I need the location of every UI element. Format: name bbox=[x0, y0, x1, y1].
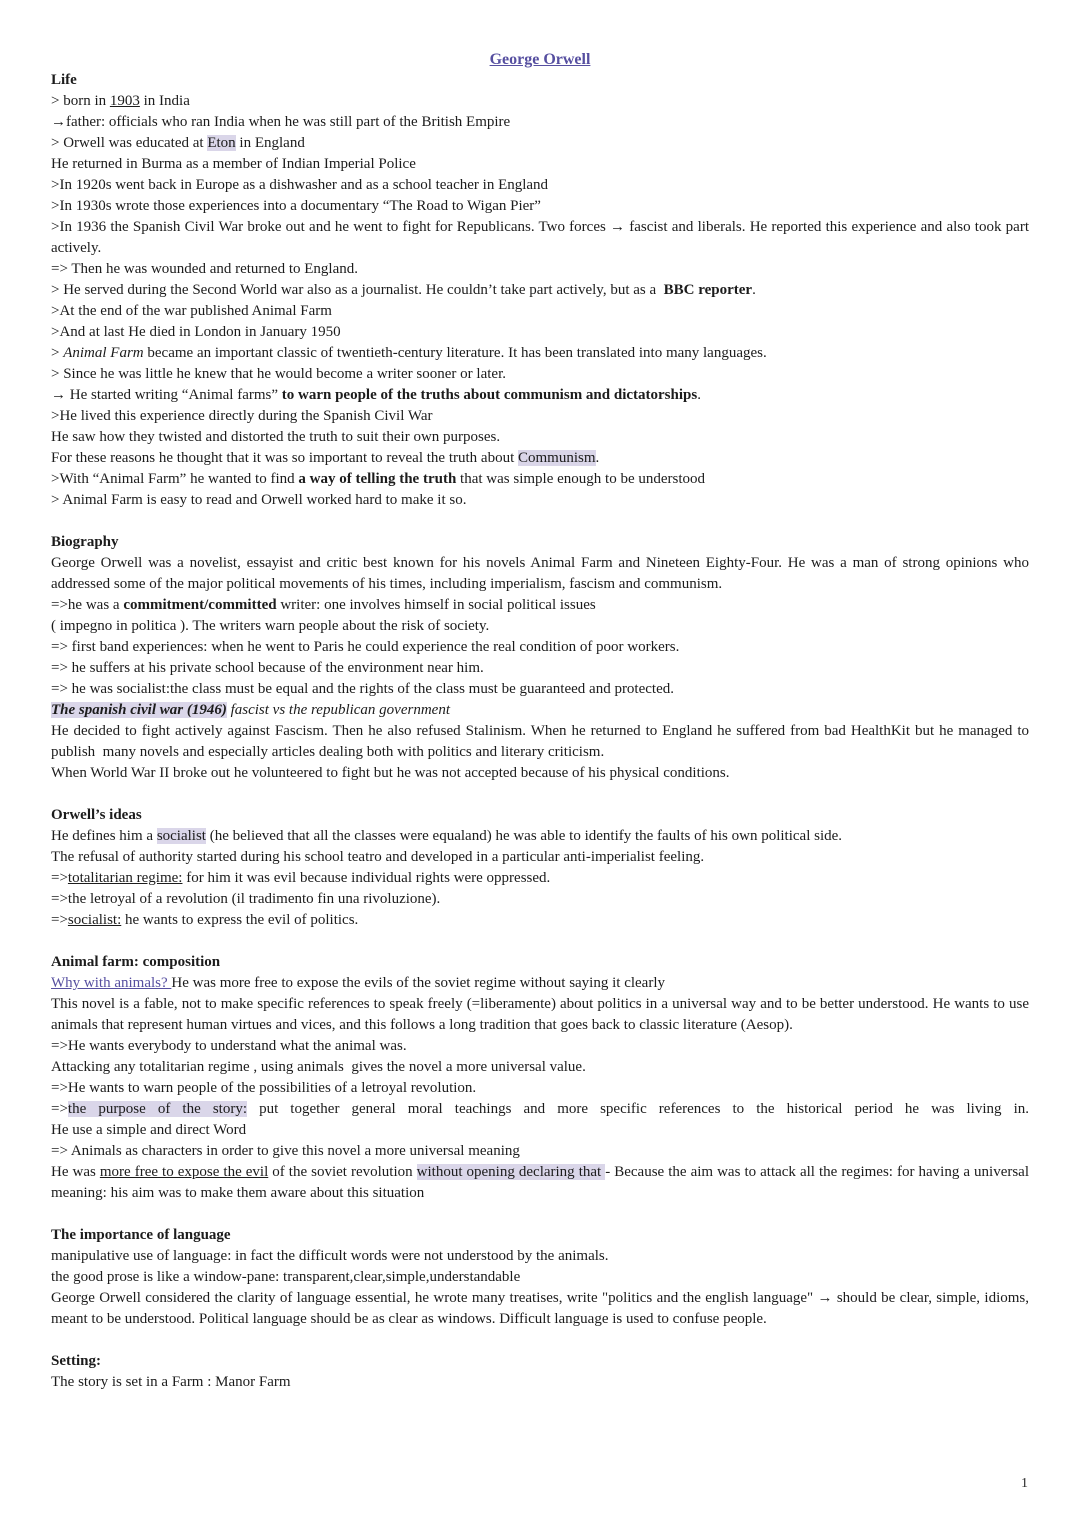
text-run: > bbox=[51, 345, 64, 361]
paragraph bbox=[51, 847, 1029, 868]
text-run: He returned in Burma as a member of Indian Imperial Police bbox=[51, 156, 416, 172]
paragraph bbox=[51, 154, 1029, 175]
paragraph bbox=[51, 910, 1029, 931]
text-run: =>the letroyal of a revolution (il tradimento fin una rivoluzione). bbox=[51, 891, 441, 907]
text-run: => he suffers at his private school because of the environment near him. bbox=[51, 660, 484, 676]
text-run: George Orwell considered the clarity of language essential, he wrote many treatises, write "politics and the english language" → should be clear, simple, idioms, meant to be understood. Political language should be as clear as windows. Difficult language is used to confuse people. bbox=[51, 1290, 1029, 1327]
text-run: . bbox=[595, 450, 600, 466]
text-run: totalitarian regime: bbox=[67, 870, 183, 886]
paragraph bbox=[51, 553, 1029, 595]
text-run: → He started writing “Animal farms” bbox=[51, 387, 282, 403]
paragraph bbox=[51, 175, 1029, 196]
text-run: fascist vs the republican government bbox=[226, 702, 450, 718]
highlighted-text: without opening declaring that bbox=[416, 1164, 606, 1180]
paragraph bbox=[51, 364, 1029, 385]
paragraph bbox=[51, 406, 1029, 427]
paragraph bbox=[51, 259, 1029, 280]
paragraph bbox=[51, 280, 1029, 301]
text-run: >He lived this experience directly during the Spanish Civil War bbox=[51, 408, 433, 424]
text-run: >In 1930s wrote those experiences into a documentary “The Road to Wigan Pier” bbox=[51, 198, 541, 214]
paragraph bbox=[51, 595, 1029, 616]
highlighted-text: Communism bbox=[518, 450, 596, 466]
document-title bbox=[51, 49, 1029, 70]
paragraph bbox=[51, 1141, 1029, 1162]
highlighted-text: Eton bbox=[207, 135, 236, 151]
text-run: =>He wants everybody to understand what the animal was. bbox=[51, 1038, 407, 1054]
paragraph bbox=[51, 112, 1029, 133]
text-run: for him it was evil because individual rights were oppressed. bbox=[182, 870, 551, 886]
paragraph bbox=[51, 868, 1029, 889]
paragraph bbox=[51, 1078, 1029, 1099]
inline-link[interactable]: Why with animals? bbox=[51, 975, 172, 991]
paragraph bbox=[51, 994, 1029, 1036]
paragraph bbox=[51, 1036, 1029, 1057]
heading-life bbox=[51, 70, 1029, 91]
text-run: BBC reporter bbox=[663, 282, 753, 298]
text-run: Attacking any totalitarian regime , using animals gives the novel a more universal value. bbox=[51, 1059, 586, 1075]
paragraph bbox=[51, 217, 1029, 259]
text-run: socialist: bbox=[67, 912, 122, 928]
paragraph bbox=[51, 91, 1029, 112]
text-run: > born in bbox=[51, 93, 110, 109]
text-run: This novel is a fable, not to make specific references to speak freely (=liberamente) about politics in a universal way and to be better understood. He wants to use animals that represent human virtues and vices, and this follows a long tradition that goes back to classic literature (Aesop). bbox=[51, 996, 1029, 1033]
text-run: put together general moral teachings and more specific references to the historical period he was living in. bbox=[247, 1101, 1029, 1117]
heading-biography bbox=[51, 532, 1029, 553]
paragraph bbox=[51, 616, 1029, 637]
text-run: The refusal of authority started during his school teatro and developed in a particular anti-imperialist feeling. bbox=[51, 849, 705, 865]
paragraph bbox=[51, 343, 1029, 364]
text-run: >And at last He died in London in January 1950 bbox=[51, 324, 341, 340]
text-run: => bbox=[51, 870, 68, 886]
highlighted-text: the purpose of the story: bbox=[67, 1101, 247, 1117]
text-run: Biography bbox=[51, 534, 119, 550]
text-run: - Because the aim was to attack all the regimes: for having a universal meaning: his aim was to make them aware about this situation bbox=[51, 1164, 1030, 1201]
paragraph bbox=[51, 700, 1029, 721]
text-run: . bbox=[697, 387, 701, 403]
text-run: Life bbox=[51, 72, 77, 88]
text-run: writer: one involves himself in social political issues bbox=[276, 597, 596, 613]
text-run: => bbox=[51, 1101, 68, 1117]
text-run: => he was socialist:the class must be equal and the rights of the class must be guaranteed and protected. bbox=[51, 681, 674, 697]
text-run: George Orwell was a novelist, essayist and critic best known for his novels Animal Farm and Nineteen Eighty-Four. He was a man of strong opinions who addressed some of the major political movements of his times, including imperialism, fascism and communism. bbox=[51, 555, 1029, 592]
text-run: in India bbox=[139, 93, 190, 109]
highlighted-text: The spanish civil war (1946) bbox=[51, 702, 227, 718]
text-run: (he believed that all the classes were equaland) he was able to identify the faults of his own political side. bbox=[205, 828, 843, 844]
text-run: => Animals as characters in order to give this novel a more universal meaning bbox=[51, 1143, 520, 1159]
text-run: Setting: bbox=[51, 1353, 101, 1369]
paragraph bbox=[51, 1246, 1029, 1267]
heading-setting bbox=[51, 1351, 1029, 1372]
paragraph bbox=[51, 1162, 1029, 1204]
paragraph bbox=[51, 1120, 1029, 1141]
text-run: => bbox=[51, 912, 68, 928]
text-run: >In 1936 the Spanish Civil War broke out and he went to fight for Republicans. Two forces → fascist and liberals. He reported this experience and also took part actively. bbox=[51, 219, 1029, 256]
text-run: Animal farm: composition bbox=[51, 954, 221, 970]
text-run: The story is set in a Farm : Manor Farm bbox=[51, 1374, 291, 1390]
text-run: commitment/committed bbox=[123, 597, 277, 613]
text-run: >With “Animal Farm” he wanted to find bbox=[51, 471, 299, 487]
text-run: became an important classic of twentieth-century literature. It has been translated into many languages. bbox=[143, 345, 767, 361]
text-run: =>He wants to warn people of the possibilities of a letroyal revolution. bbox=[51, 1080, 477, 1096]
heading-animal-farm-composition bbox=[51, 952, 1029, 973]
text-run: Orwell’s ideas bbox=[51, 807, 142, 823]
text-run: He saw how they twisted and distorted the truth to suit their own purposes. bbox=[51, 429, 501, 445]
paragraph bbox=[51, 973, 1029, 994]
paragraph bbox=[51, 448, 1029, 469]
paragraph bbox=[51, 301, 1029, 322]
heading-importance-of-language bbox=[51, 1225, 1029, 1246]
text-run: He was bbox=[51, 1164, 100, 1180]
page-number: 1 bbox=[1021, 1476, 1028, 1491]
text-run: > He served during the Second World war also as a journalist. He couldn’t take part actively, but as a bbox=[51, 282, 664, 298]
text-run: > Orwell was educated at bbox=[51, 135, 208, 151]
highlighted-text: socialist bbox=[156, 828, 206, 844]
text-run: =>he was a bbox=[51, 597, 124, 613]
paragraph bbox=[51, 826, 1029, 847]
paragraph bbox=[51, 133, 1029, 154]
text-run: He use a simple and direct Word bbox=[51, 1122, 247, 1138]
paragraph bbox=[51, 889, 1029, 910]
paragraph bbox=[51, 1372, 1029, 1393]
paragraph bbox=[51, 721, 1029, 763]
paragraph bbox=[51, 490, 1029, 511]
text-run: Animal Farm bbox=[63, 345, 144, 361]
paragraph bbox=[51, 196, 1029, 217]
text-run: He was more free to expose the evils of the soviet regime without saying it clearly bbox=[171, 975, 665, 991]
heading-orwells-ideas bbox=[51, 805, 1029, 826]
paragraph bbox=[51, 322, 1029, 343]
paragraph bbox=[51, 385, 1029, 406]
text-run: to warn people of the truths about communism and dictatorships bbox=[281, 387, 698, 403]
text-run: 1903 bbox=[109, 93, 140, 109]
text-run: the good prose is like a window-pane: transparent,clear,simple,understandable bbox=[51, 1269, 521, 1285]
text-run: in England bbox=[235, 135, 305, 151]
paragraph bbox=[51, 658, 1029, 679]
text-run: For these reasons he thought that it was so important to reveal the truth about bbox=[51, 450, 518, 466]
text-run: > Since he was little he knew that he would become a writer sooner or later. bbox=[51, 366, 506, 382]
text-run: The importance of language bbox=[51, 1227, 231, 1243]
inline-link[interactable]: George Orwell bbox=[489, 51, 591, 68]
paragraph bbox=[51, 427, 1029, 448]
text-run: >At the end of the war published Animal Farm bbox=[51, 303, 332, 319]
text-run: He decided to fight actively against Fascism. Then he also refused Stalinism. When he returned to England he suffered from bad HealthKit but he managed to publish many novels and especially articles dealing both with politics and literary criticism. bbox=[51, 723, 1029, 760]
text-run: => first band experiences: when he went to Paris he could experience the real condition of poor workers. bbox=[51, 639, 680, 655]
text-run: a way of telling the truth bbox=[298, 471, 457, 487]
text-run: >In 1920s went back in Europe as a dishwasher and as a school teacher in England bbox=[51, 177, 549, 193]
paragraph bbox=[51, 1099, 1029, 1120]
text-run: →father: officials who ran India when he was still part of the British Empire bbox=[51, 114, 511, 130]
paragraph bbox=[51, 1057, 1029, 1078]
text-run: When World War II broke out he volunteered to fight but he was not accepted because of his physical conditions. bbox=[51, 765, 730, 781]
paragraph bbox=[51, 637, 1029, 658]
paragraph bbox=[51, 1288, 1029, 1330]
paragraph bbox=[51, 469, 1029, 490]
paragraph bbox=[51, 679, 1029, 700]
text-run: manipulative use of language: in fact the difficult words were not understood by the animals. bbox=[51, 1248, 609, 1264]
paragraph bbox=[51, 1267, 1029, 1288]
text-run: He defines him a bbox=[51, 828, 157, 844]
text-run: . bbox=[752, 282, 756, 298]
text-run: ( impegno in politica ). The writers warn people about the risk of society. bbox=[51, 618, 490, 634]
text-run: he wants to express the evil of politics. bbox=[121, 912, 359, 928]
text-run: => Then he was wounded and returned to England. bbox=[51, 261, 358, 277]
paragraph bbox=[51, 763, 1029, 784]
text-run: > Animal Farm is easy to read and Orwell worked hard to make it so. bbox=[51, 492, 467, 508]
text-run: more free to expose the evil bbox=[99, 1164, 269, 1180]
text-run: that was simple enough to be understood bbox=[456, 471, 706, 487]
text-run: of the soviet revolution bbox=[268, 1164, 417, 1180]
